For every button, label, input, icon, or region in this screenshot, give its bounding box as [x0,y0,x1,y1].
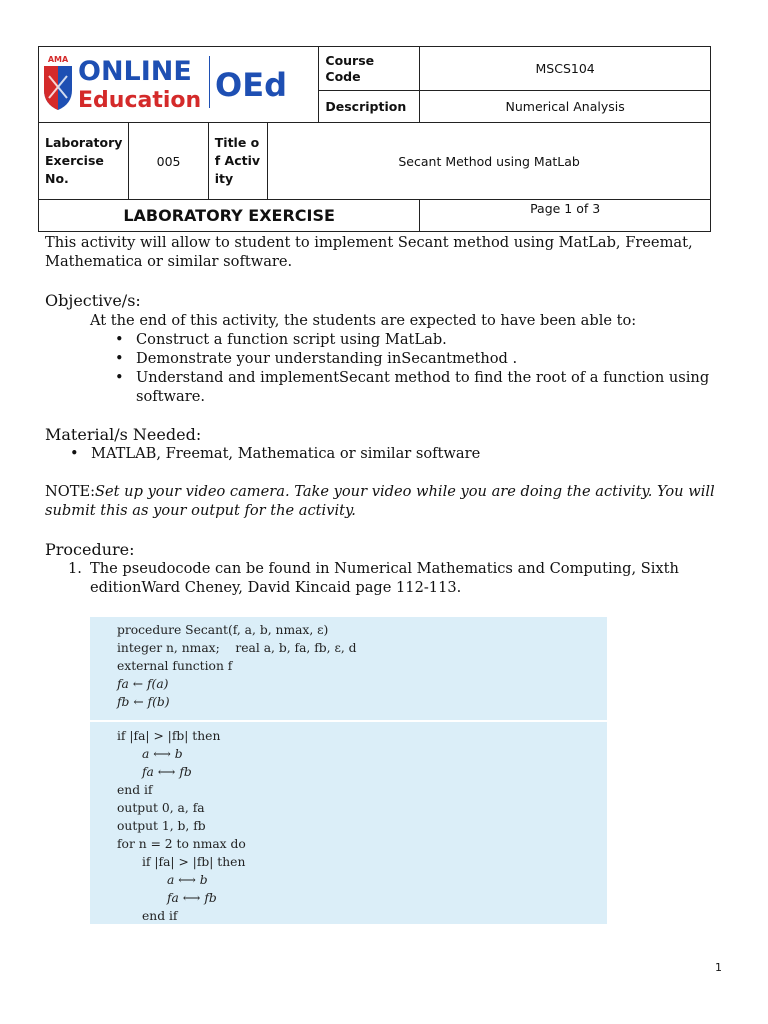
list-item: • MATLAB, Freemat, Mathematica or similar software [68,444,708,463]
list-item: • Understand and implementSecant method to find the root of a function using software. [113,368,713,406]
objectives-lead: At the end of this activity, the students are expected to have been able to: [90,312,637,329]
code-line: a ⟷ b [167,873,208,887]
note-text: Set up your video camera. Take your video while you are doing the activity. You will submit this as your output for the activity. [45,483,715,519]
code-line: external function f [117,659,233,673]
objectives-list [113,330,713,406]
materials-list [68,444,708,463]
code-line: if |fa| > |fb| then [142,855,246,869]
online-education-logo [41,52,291,114]
title-value: Secant Method using MatLab [268,123,711,200]
intro-text: This activity will allow to student to implement Secant method using MatLab, Freemat, Mathematica or similar software. [45,234,693,270]
description-value: Numerical Analysis [420,91,711,123]
lab-no-label: Laboratory Exercise No. [39,123,129,200]
svg-text:ONLINE: ONLINE [78,56,192,87]
code-line: fa ← f(a) [117,677,169,691]
page-number: 1 [715,961,722,974]
svg-text:Education: Education [78,88,202,113]
course-code-label: Course Code [319,47,420,91]
lab-no-value: 005 [129,123,208,200]
note-paragraph [45,482,725,520]
svg-text:AMA: AMA [47,55,69,64]
title-label: Title of Activity [208,123,267,200]
code-line: a ⟷ b [142,747,183,761]
page-info: Page 1 of 3 [420,200,711,232]
code-line: output 1, b, fb [117,819,206,833]
ama-shield-icon [44,55,72,110]
banner: LABORATORY EXERCISE [39,200,420,232]
code-line: output 0, a, fa [117,801,205,815]
note-label: NOTE: [45,483,96,500]
description-label: Description [319,91,420,123]
procedure-heading: Procedure: [45,540,135,559]
procedure-step-1: The pseudocode can be found in Numerical Mathematics and Computing, Sixth editionWard Cheney, David Kincaid page 112-113. [90,560,679,596]
code-line: for n = 2 to nmax do [117,837,246,851]
objectives-heading: Objective/s: [45,291,141,310]
materials-heading: Material/s Needed: [45,425,202,444]
logo-divider [209,56,210,108]
procedure-step-number: 1. [68,560,82,577]
code-line: procedure Secant(f, a, b, nmax, ε) [117,623,329,637]
code-line: end if [117,783,153,797]
pseudocode-divider [90,720,607,722]
svg-text:OEd: OEd [215,66,287,104]
code-line: fa ⟷ fb [167,891,217,905]
list-item: • Construct a function script using MatLab. [113,330,713,349]
code-line: end if [142,909,178,923]
list-item: • Demonstrate your understanding inSecantmethod . [113,349,713,368]
code-line: fb ← f(b) [117,695,170,709]
code-line: fa ⟷ fb [142,765,192,779]
code-line: if |fa| > |fb| then [117,729,221,743]
course-code-value: MSCS104 [420,47,711,91]
code-line: integer n, nmax; real a, b, fa, fb, ε, d [117,641,357,655]
logo-graphic [41,52,291,114]
